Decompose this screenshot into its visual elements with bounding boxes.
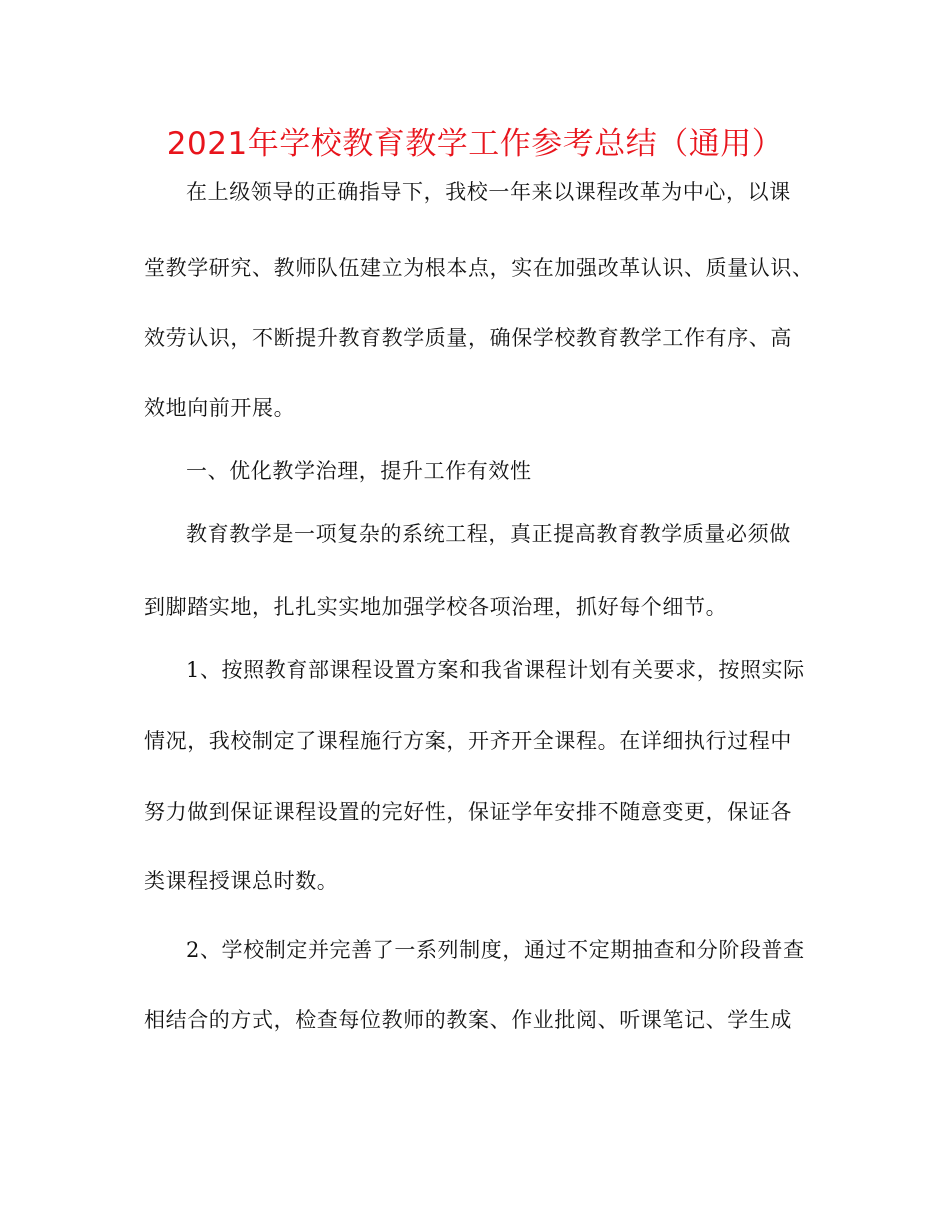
paragraph-line: 情况，我校制定了课程施行方案，开齐开全课程。在详细执行过程中 [144, 729, 792, 753]
document-title: 2021年学校教育教学工作参考总结（通用） [166, 126, 784, 162]
paragraph-line: 类课程授课总时数。 [144, 869, 339, 893]
paragraph-line: 效劳认识，不断提升教育教学质量，确保学校教育教学工作有序、高 [144, 326, 792, 350]
section-heading: 一、优化教学治理，提升工作有效性 [186, 459, 532, 483]
paragraph-line: 相结合的方式，检查每位教师的教案、作业批阅、听课笔记、学生成 [144, 1008, 792, 1032]
paragraph-line: 1、按照教育部课程设置方案和我省课程计划有关要求，按照实际 [186, 658, 805, 682]
paragraph-line: 教育教学是一项复杂的系统工程，真正提高教育教学质量必须做 [186, 522, 791, 546]
paragraph-line: 堂教学研究、教师队伍建立为根本点，实在加强改革认识、质量认识、 [144, 256, 814, 280]
paragraph-line: 努力做到保证课程设置的完好性，保证学年安排不随意变更，保证各 [144, 800, 792, 824]
paragraph-line: 在上级领导的正确指导下，我校一年来以课程改革为中心，以课 [186, 180, 791, 204]
paragraph-line: 2、学校制定并完善了一系列制度，通过不定期抽查和分阶段普查 [186, 938, 805, 962]
paragraph-line: 效地向前开展。 [144, 396, 296, 420]
paragraph-line: 到脚踏实地，扎扎实实地加强学校各项治理，抓好每个细节。 [144, 595, 728, 619]
